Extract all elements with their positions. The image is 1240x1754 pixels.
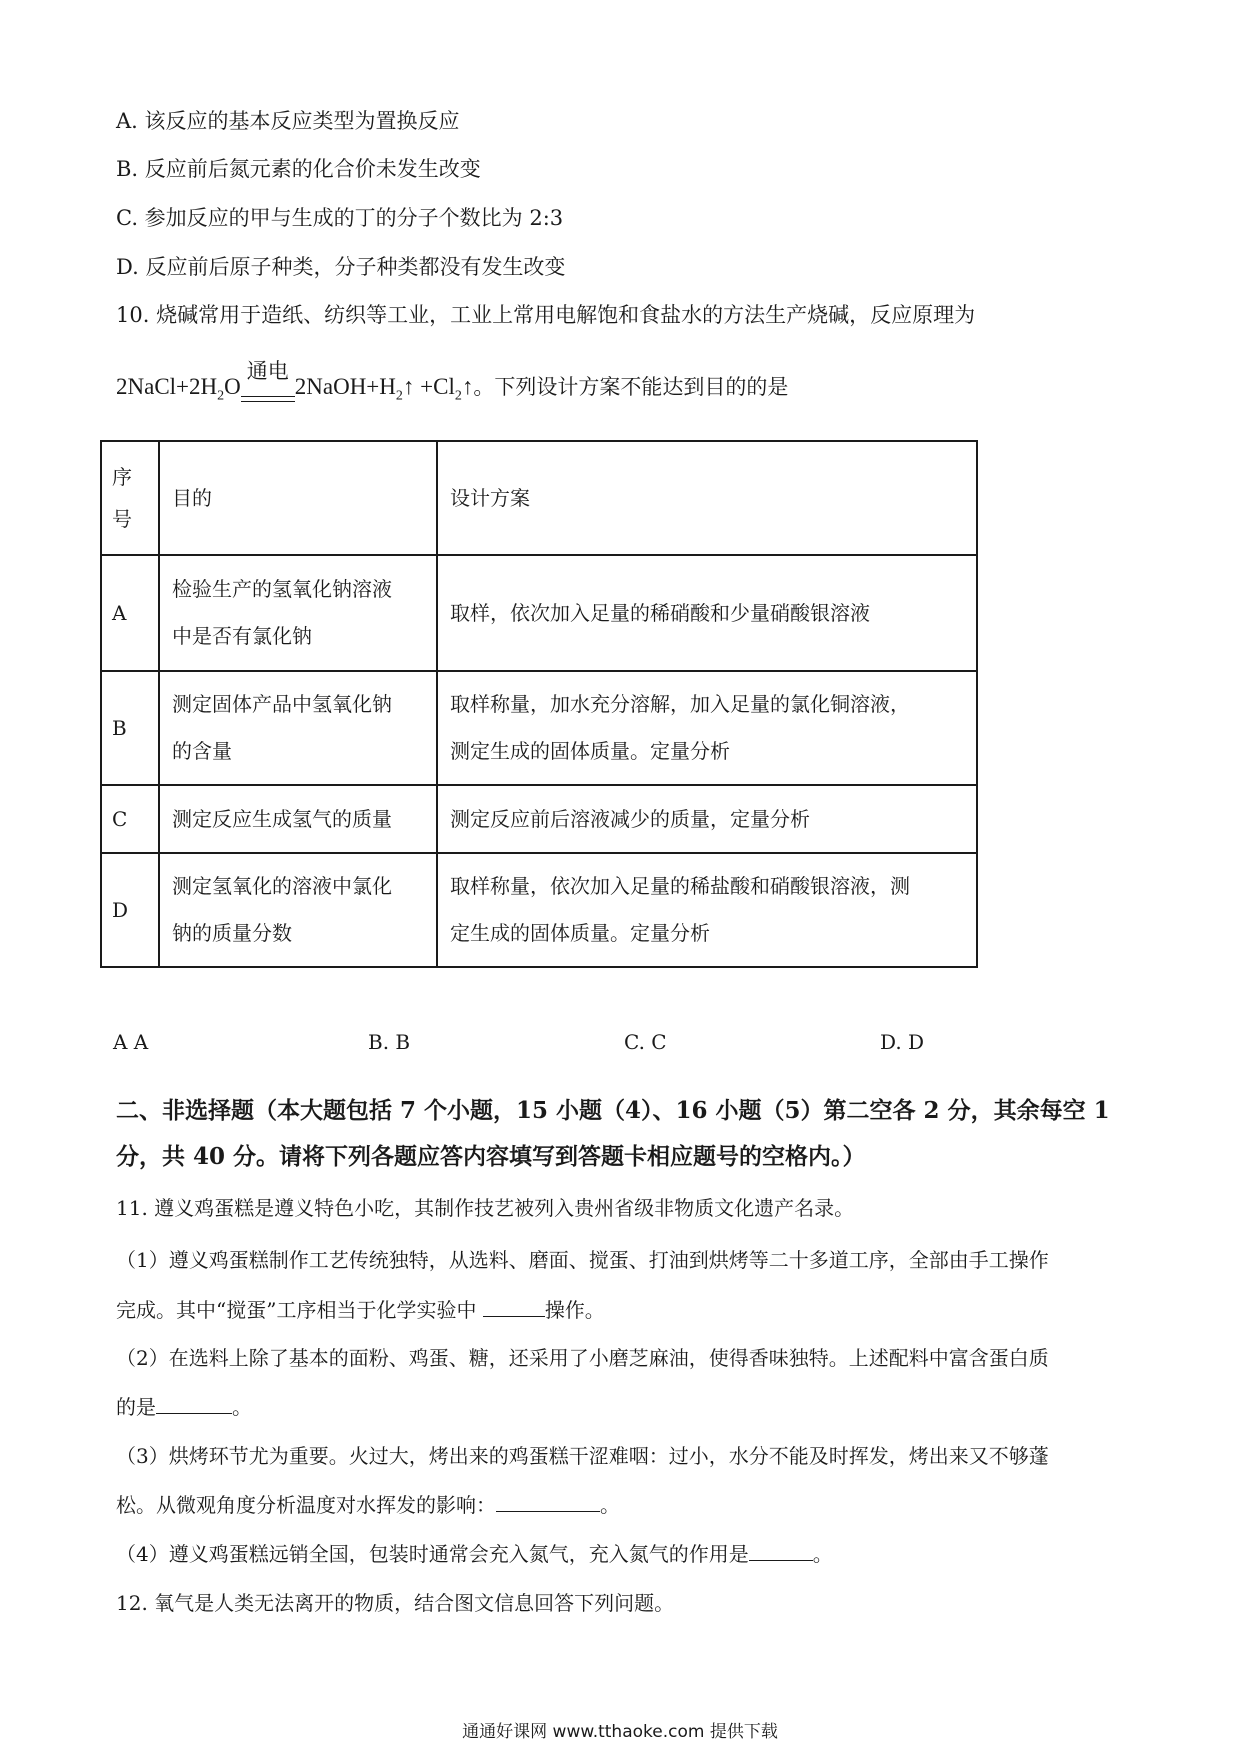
row-plan (437, 671, 977, 785)
answer-blank[interactable] (483, 1298, 545, 1317)
q9-option-c: C. 参加反应的甲与生成的丁的分子个数比为 2:3 (116, 206, 564, 230)
q9-option-a: A. 该反应的基本反应类型为置换反应 (116, 109, 460, 133)
header-plan-text: 设计方案 (450, 485, 530, 510)
eq-tail: 。下列设计方案不能达到目的的是 (473, 375, 789, 399)
design-plan-table (100, 440, 978, 968)
double-bar-icon (241, 396, 295, 402)
header-plan (437, 441, 977, 555)
row-seq: C (101, 785, 159, 853)
answer-blank[interactable] (749, 1542, 813, 1561)
q11-part3-line1: （3）烘烤环节尤为重要。火过大，烤出来的鸡蛋糕干涩难咽：过小，水分不能及时挥发，烤出来又不够蓬 (116, 1444, 1049, 1468)
page-footer: 通通好课网 www.tthaoke.com 提供下载 (462, 1722, 778, 1742)
row-plan (437, 785, 977, 853)
q11-part2-text: 的是 (116, 1395, 156, 1419)
row-plan (437, 853, 977, 967)
q12-stem: 12. 氧气是人类无法离开的物质，结合图文信息回答下列问题。 (116, 1591, 675, 1615)
header-seq-1: 序 (112, 465, 132, 489)
q11-part3-line2 (116, 1490, 620, 1520)
q9-option-d: D. 反应前后原子种类，分子种类都没有发生改变 (116, 255, 566, 279)
reaction-condition (241, 358, 295, 412)
table-row (101, 853, 977, 967)
q9-option-b: B. 反应前后氮元素的化合价未发生改变 (116, 157, 481, 181)
row-purpose (159, 785, 437, 853)
header-purpose (159, 441, 437, 555)
q10-choice-a: A A (113, 1030, 149, 1054)
q11-part2-tail: 。 (232, 1395, 252, 1419)
row-purpose (159, 853, 437, 967)
q11-part1-line1: （1）遵义鸡蛋糕制作工艺传统独特，从选料、磨面、搅蛋、打油到烘烤等二十多道工序，全部由手工操作 (116, 1248, 1049, 1272)
row-plan-line2: 测定生成的固体质量。定量分析 (450, 739, 730, 763)
q10-choice-c: C. C (624, 1030, 667, 1054)
header-seq-2: 号 (112, 507, 132, 531)
row-purpose-line1: 检验生产的氢氧化钠溶液 (172, 577, 392, 601)
row-seq: D (101, 853, 159, 967)
section2-heading-line2: 分，共 40 分。请将下列各题应答内容填写到答题卡相应题号的空格内。） (116, 1143, 866, 1170)
answer-blank[interactable] (496, 1493, 600, 1512)
condition-text: 通电 (246, 358, 289, 383)
table-row (101, 671, 977, 785)
header-purpose-text: 目的 (172, 485, 212, 510)
section2-heading-line1: 二、非选择题（本大题包括 7 个小题，15 小题（4）、16 小题（5）第二空各 2 分，其余每空 1 (116, 1097, 1110, 1124)
row-plan-line1: 测定反应前后溶液减少的质量，定量分析 (450, 806, 810, 831)
row-purpose-line2: 的含量 (172, 739, 232, 763)
eq-right1: 2NaOH+H (294, 374, 396, 399)
q11-part2-line2 (116, 1392, 252, 1422)
row-purpose-line1: 测定反应生成氢气的质量 (172, 806, 392, 831)
row-purpose-line1: 测定固体产品中氢氧化钠 (172, 692, 392, 716)
q11-part4-text: （4）遵义鸡蛋糕远销全国，包装时通常会充入氮气，充入氮气的作用是 (116, 1542, 749, 1566)
row-purpose (159, 671, 437, 785)
header-seq (101, 441, 159, 555)
table-row (101, 555, 977, 671)
eq-left-sub: 2 (217, 388, 225, 404)
row-purpose-line1: 测定氢氧化的溶液中氯化 (172, 874, 392, 898)
q11-part1-text: 完成。其中“搅蛋”工序相当于化学实验中 (116, 1298, 483, 1322)
eq-left-tail: O (224, 374, 241, 399)
q10-choice-b: B. B (368, 1030, 411, 1054)
q11-part3-tail: 。 (600, 1493, 620, 1517)
row-purpose-line2: 钠的质量分数 (172, 921, 292, 945)
row-plan-line1: 取样称量，加水充分溶解，加入足量的氯化铜溶液， (450, 692, 910, 716)
q11-part3-text: 松。从微观角度分析温度对水挥发的影响： (116, 1493, 496, 1517)
answer-blank[interactable] (156, 1395, 232, 1414)
table-row (101, 785, 977, 853)
q10-choice-d: D. D (880, 1030, 925, 1054)
q11-part1-tail: 操作。 (544, 1298, 605, 1322)
q11-part4 (116, 1539, 833, 1569)
row-plan-line1: 取样称量，依次加入足量的稀盐酸和硝酸银溶液，测 (450, 874, 910, 898)
eq-right1-sub: 2 (395, 388, 403, 404)
row-purpose (159, 555, 437, 671)
q11-part1-line2 (116, 1295, 605, 1325)
q10-equation (116, 358, 789, 412)
eq-right-mid: ↑ +Cl (402, 374, 455, 399)
row-plan-line1: 取样，依次加入足量的稀硝酸和少量硝酸银溶液 (450, 600, 870, 625)
q11-stem: 11. 遵义鸡蛋糕是遵义特色小吃，其制作技艺被列入贵州省级非物质文化遗产名录。 (116, 1196, 855, 1220)
eq-left: 2NaCl+2H (116, 374, 218, 399)
row-seq: A (101, 555, 159, 671)
eq-right-end: ↑ (461, 374, 474, 399)
q11-part2-line1: （2）在选料上除了基本的面粉、鸡蛋、糖，还采用了小磨芝麻油，使得香味独特。上述配料中富含蛋白质 (116, 1346, 1049, 1370)
q10-stem: 10. 烧碱常用于造纸、纺织等工业，工业上常用电解饱和食盐水的方法生产烧碱，反应原理为 (116, 303, 976, 327)
row-purpose-line2: 中是否有氯化钠 (172, 624, 312, 648)
table-header-row (101, 441, 977, 555)
row-seq: B (101, 671, 159, 785)
q11-part4-tail: 。 (812, 1542, 833, 1566)
row-plan (437, 555, 977, 671)
row-plan-line2: 定生成的固体质量。定量分析 (450, 921, 710, 945)
eq-right2-sub: 2 (454, 388, 462, 404)
